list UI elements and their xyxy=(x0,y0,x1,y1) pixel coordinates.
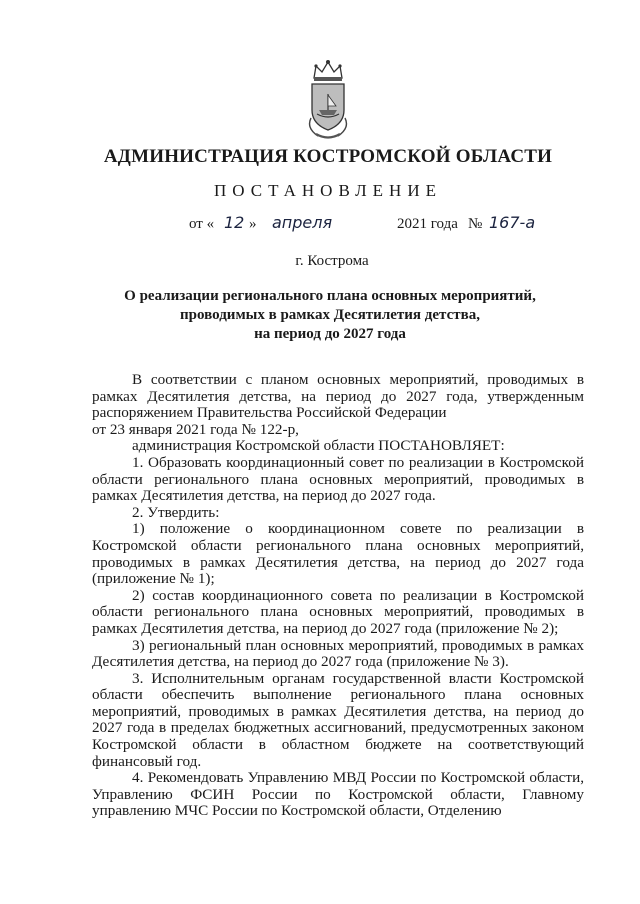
subject-line: на период до 2027 года xyxy=(254,326,406,342)
body-paragraph: 4. Рекомендовать Управлению МВД России по Костромской области, Управлению ФСИН России по Костромской области, Главному управлению МЧС России по Костромской области, Отделению xyxy=(92,769,584,820)
document-subject xyxy=(60,287,600,344)
document-type: ПОСТАНОВЛЕНИЕ xyxy=(213,181,442,200)
date-day-close: » xyxy=(249,216,257,232)
body-paragraph: от 23 января 2021 года № 122-р, xyxy=(92,420,299,438)
body-paragraph: 1) положение о координационном совете по реализации в Костромской области регионального плана основных мероприятий, проводимых в рамках Десятилетия детства, на период до 2027 года (приложение № 1); xyxy=(92,520,584,588)
body-paragraph: В соответствии с планом основных мероприятий, проводимых в рамках Десятилетия детства, на период до 2027 года, утвержденным распоряжением Правительства Российской Федерации xyxy=(92,371,584,422)
subject-line: О реализации регионального плана основных мероприятий, xyxy=(124,288,536,304)
organization-title: АДМИНИСТРАЦИЯ КОСТРОМСКОЙ ОБЛАСТИ xyxy=(103,146,553,167)
date-prefix: от « xyxy=(189,216,215,232)
body-paragraph: администрация Костромской области ПОСТАНОВЛЯЕТ: xyxy=(132,437,505,455)
document-body xyxy=(92,372,584,820)
coat-of-arms-icon xyxy=(302,58,354,142)
number-prefix: № xyxy=(468,216,483,232)
date-day: 12 xyxy=(224,213,245,232)
body-paragraph: 2. Утвердить: xyxy=(132,503,220,521)
document-number: 167-а xyxy=(489,213,536,232)
date-year: 2021 года xyxy=(397,216,458,232)
body-paragraph: 3) региональный план основных мероприятий, проводимых в рамках Десятилетия детства, на период до 2027 года (приложение № 3). xyxy=(92,636,584,671)
body-paragraph: 3. Исполнительным органам государственной власти Костромской области обеспечить выполнение регионального плана основных мероприятий, проводимых в рамках Десятилетия детства, на период до 2027 года в пределах бюджетных ассигнований, предусмотренных законом Костромской области в областном бюджете на соответствующий финансовый год. xyxy=(92,669,584,770)
date-month: апреля xyxy=(272,213,333,232)
subject-line: проводимых в рамках Десятилетия детства, xyxy=(180,307,480,323)
body-paragraph: 1. Образовать координационный совет по реализации в Костромской области регионального плана основных мероприятий, проводимых в рамках Десятилетия детства, на период до 2027 года. xyxy=(92,453,584,505)
city: г. Кострома xyxy=(295,253,369,269)
body-paragraph: 2) состав координационного совета по реализации в Костромской области регионального плана основных мероприятий, проводимых в рамках Десятилетия детства, на период до 2027 года (приложение № 2); xyxy=(92,586,584,637)
